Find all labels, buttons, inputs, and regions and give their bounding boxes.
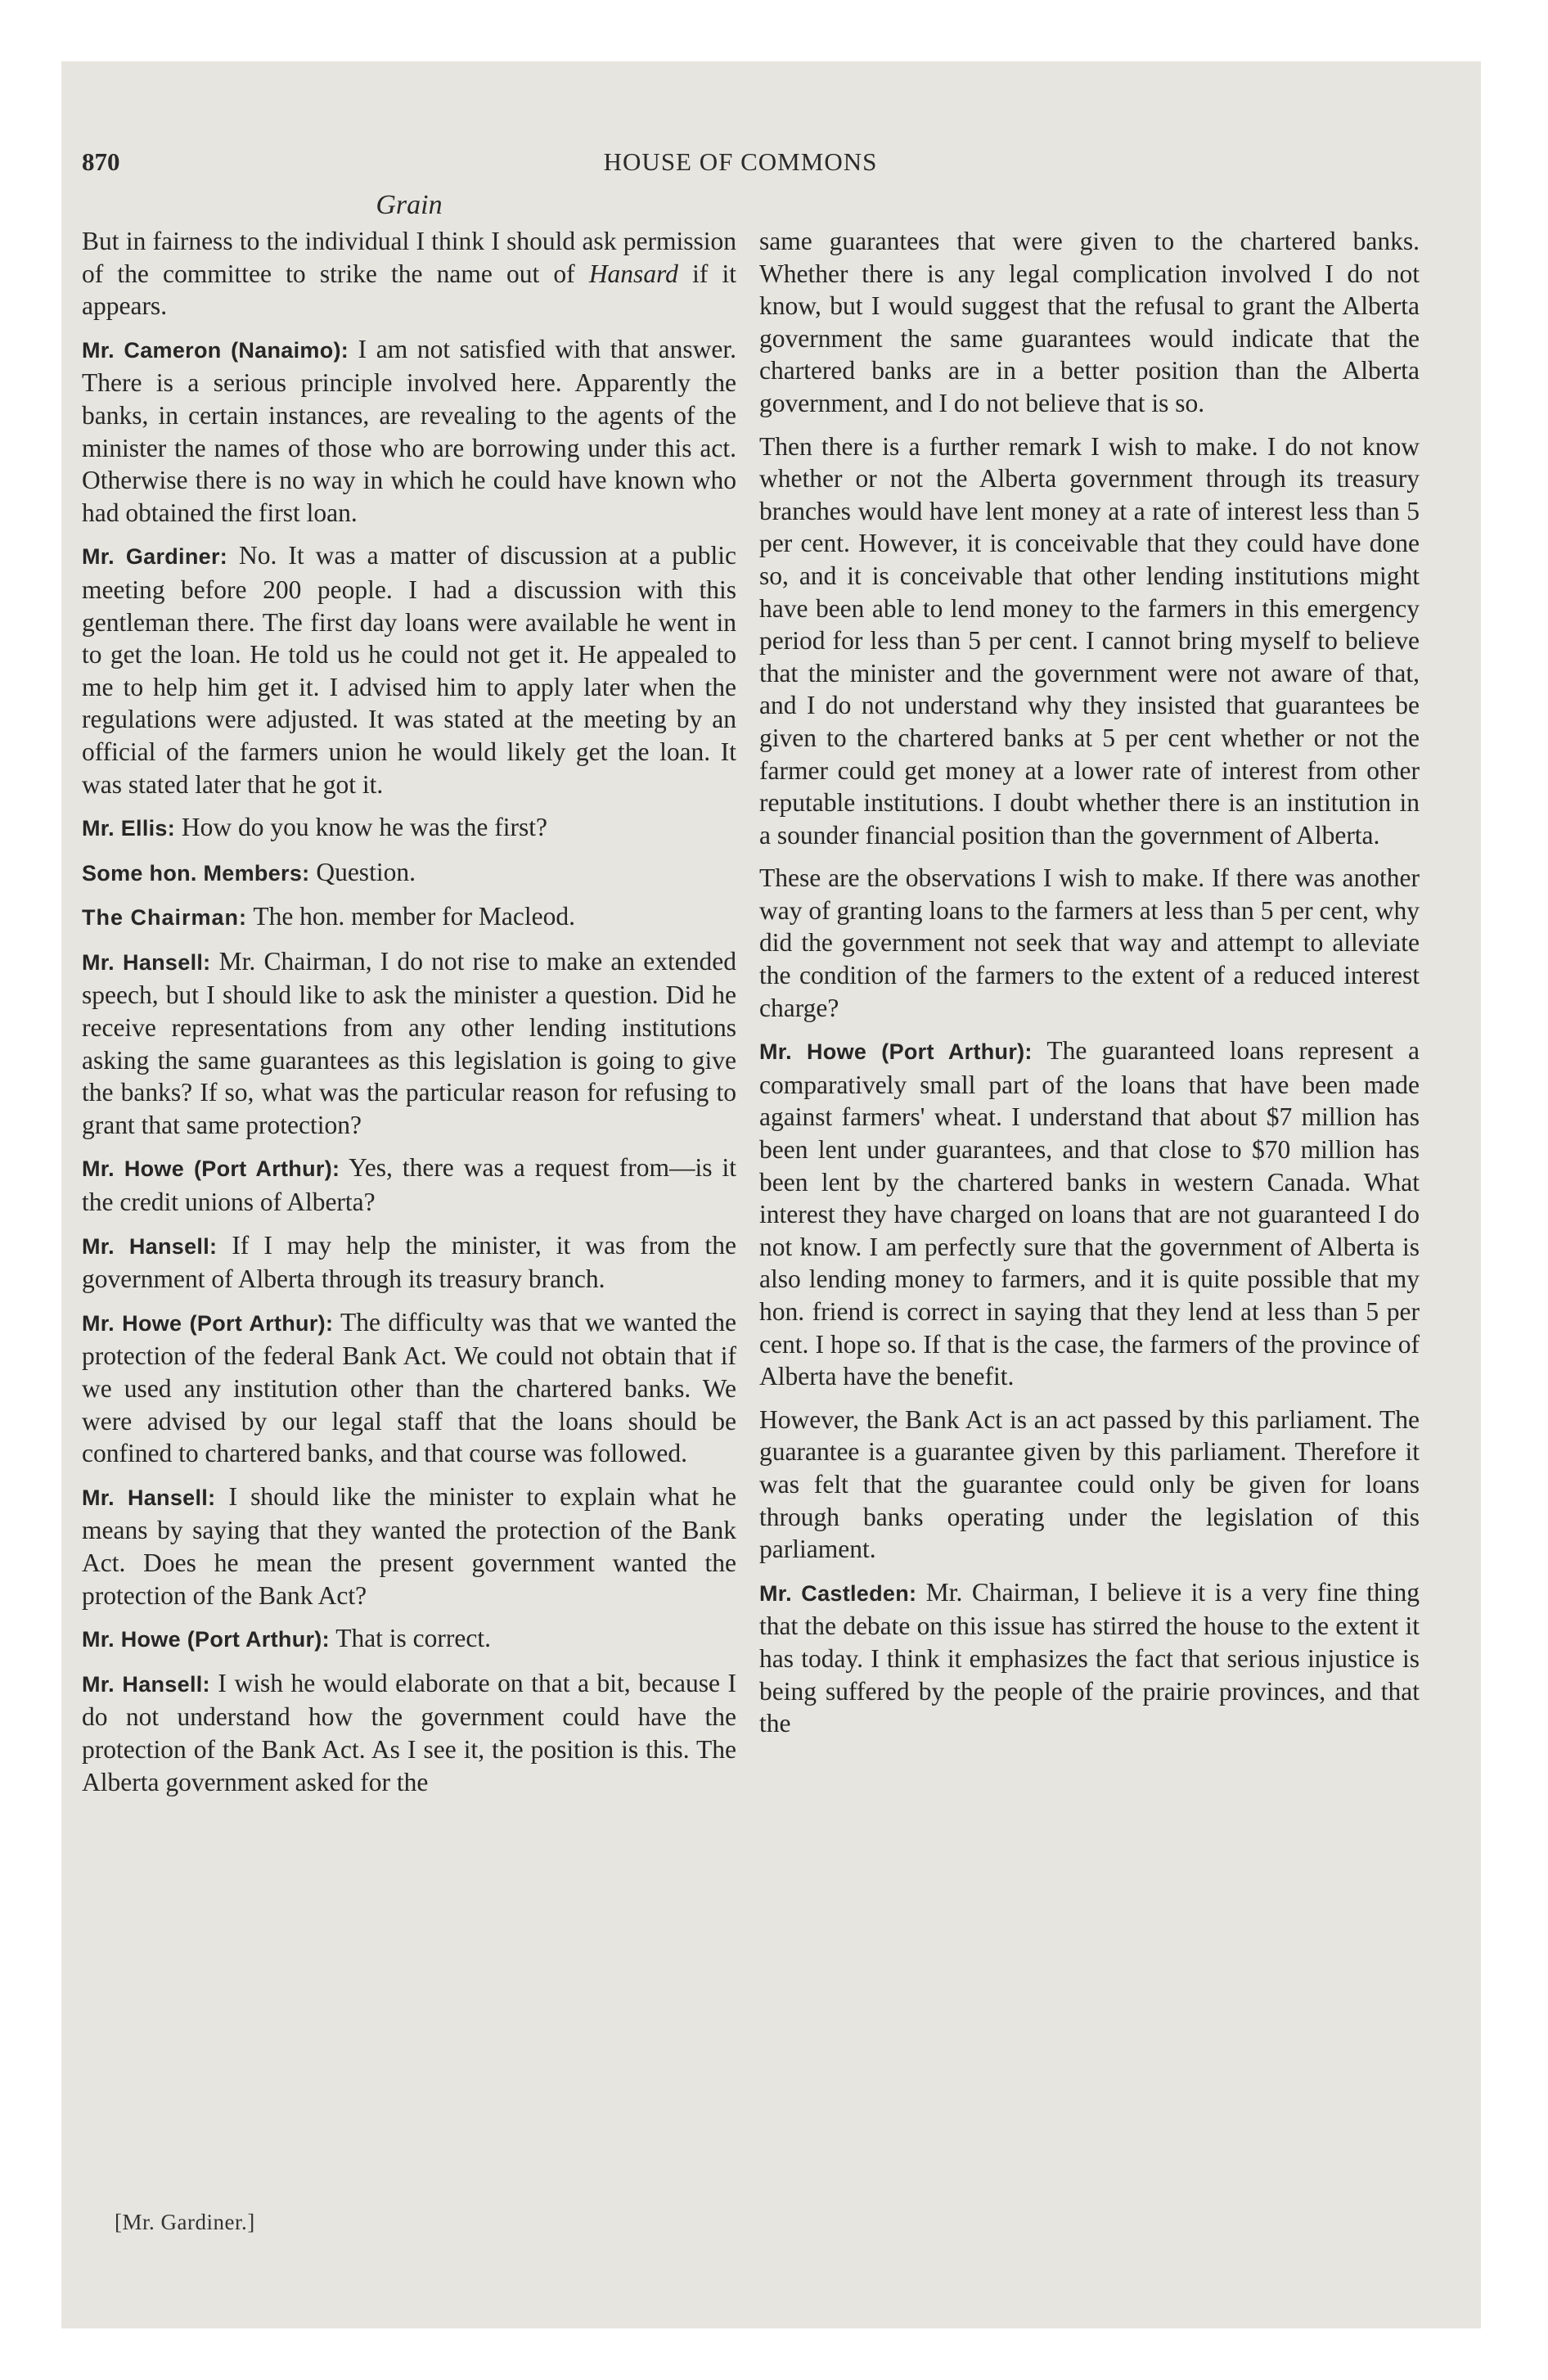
paragraph: [82, 945, 736, 1142]
paragraph: [82, 1481, 736, 1611]
paragraph-text: Mr. Chairman, I believe it is a very fine thing that the debate on this issue has stirred the house to the extent it has today. I think it emphasizes the fact that serious injustice is being suffered by the people of the prairie provinces, and that the: [759, 1577, 1420, 1738]
paragraph-text: The difficulty was that we wanted the protection of the federal Bank Act. We could not obtain that if we used any institution other than the chartered banks. We were advised by our legal staff that the loans should be confined to chartered banks, and that course was followed.: [82, 1307, 736, 1468]
hansard-italic: Hansard: [588, 259, 678, 288]
running-head: HOUSE OF COMMONS: [603, 147, 878, 176]
paragraph: [759, 862, 1420, 1024]
speaker-name: Mr. Hansell:: [82, 1233, 218, 1259]
speaker-name: Mr. Hansell:: [82, 1485, 216, 1510]
paragraph-text: If I may help the minister, it was from the government of Alberta through its treasury branch.: [82, 1230, 736, 1294]
paragraph-text: The guaranteed loans represent a comparatively small part of the loans that have been made against farmers' wheat. I understand that about $7 million has been lent under guarantees, and that close to $70 million has been lent by the chartered banks in western Canada. What interest they have charged on loans that are not guaranteed I do not know. I am perfectly sure that the government of Alberta is also lending money to farmers, and it is quite possible that my hon. friend is correct in saying that they lend at less than 5 per cent. I hope so. If that is the case, the farmers of the province of Alberta have the benefit.: [759, 1036, 1420, 1391]
paragraph: [82, 333, 736, 530]
speaker-name: Mr. Gardiner:: [82, 544, 228, 570]
paragraph-text: I am not satisfied with that answer. There is a serious principle involved here. Apparently the banks, in certain instances, are revealing to the agents of the minister the names of those who are borrowing under this act. Otherwise there is no way in which he could have known who had obtained the first loan.: [82, 334, 736, 527]
paragraph: [759, 1034, 1420, 1393]
paragraph: [759, 1576, 1420, 1740]
section-title: Grain: [376, 190, 443, 220]
speaker-name: The Chairman:: [82, 905, 248, 931]
paragraph-text: Mr. Chairman, I do not rise to make an extended speech, but I should like to ask the minister a question. Did he receive representations from any other lending institutions asking the same guarantees as this legislation is going to give the banks? If so, what was the particular reason for refusing to grant that same protection?: [82, 946, 736, 1139]
paragraph-text: same guarantees that were given to the chartered banks. Whether there is any legal complication involved I do not know, but I would suggest that the refusal to grant the Alberta government the same guarantees would indicate that the chartered banks are in a better position than the Alberta government, and I do not believe that is so.: [759, 227, 1420, 417]
paragraph: [759, 430, 1420, 852]
paragraph: [82, 1622, 736, 1657]
speaker-name: Some hon. Members:: [82, 860, 310, 886]
paragraph: [759, 1404, 1420, 1566]
speaker-name: Mr. Howe (Port Arthur):: [82, 1627, 330, 1652]
page-header: [82, 147, 1399, 188]
paragraph-text: But in fairness to the individual I think I should ask permission of the committee to strike the name out of: [82, 227, 736, 288]
paragraph-text: I wish he would elaborate on that a bit, because I do not understand how the government could have the protection of the Bank Act. As I see it, the position is this. The Alberta government asked for the: [82, 1668, 736, 1796]
right-column: [759, 225, 1420, 1751]
paragraph: [82, 225, 736, 322]
paragraph: [82, 900, 736, 935]
paragraph: [82, 1306, 736, 1470]
paragraph: [82, 1229, 736, 1296]
paragraph-text: How do you know he was the first?: [175, 813, 547, 842]
paragraph-text: However, the Bank Act is an act passed by this parliament. The guarantee is a guarantee given by this parliament. Therefore it was felt that the guarantee could only be given for loans through banks operating under the legislation of this parliament.: [759, 1404, 1420, 1564]
paragraph-text: These are the observations I wish to make. If there was another way of granting loans to the farmers at less than 5 per cent, why did the government not seek that way and attempt to alleviate the condition of the farmers to the extent of a reduced interest charge?: [759, 863, 1420, 1022]
speaker-name: Mr. Hansell:: [82, 1671, 210, 1697]
paragraph-text: Question.: [309, 857, 416, 886]
speaker-name: Mr. Howe (Port Arthur):: [759, 1039, 1033, 1065]
paragraph-text: The hon. member for Macleod.: [247, 902, 575, 931]
footer-speaker-note: [Mr. Gardiner.]: [115, 2210, 255, 2234]
paragraph-text: No. It was a matter of discussion at a public meeting before 200 people. I had a discussion with this gentleman there. The first day loans were available he went in to get the loan. He told us he could not get it. He appealed to me to help him get it. I advised him to apply later when the regulations were adjusted. It was stated at the meeting by an official of the farmers union he would likely get the loan. It was stated later that he got it.: [82, 541, 736, 799]
speaker-name: Mr. Ellis:: [82, 816, 176, 841]
speaker-name: Mr. Howe (Port Arthur):: [82, 1310, 334, 1336]
page-number: 870: [82, 147, 120, 176]
paragraph-text: That is correct.: [329, 1624, 491, 1653]
speaker-name: Mr. Hansell:: [82, 949, 211, 975]
paragraph: [759, 225, 1420, 420]
paragraph: [82, 539, 736, 800]
paragraph-text: Then there is a further remark I wish to make. I do not know whether or not the Alberta government through its treasury branches would have lent money at a rate of interest less than 5 per cent. However, it is conceivable that they could have done so, and it is conceivable that other lending institutions might have been able to lend money to the farmers in this emergency period for less than 5 per cent. I cannot bring myself to believe that the minister and the government were not aware of that, and I do not understand why they insisted that guarantees be given to the chartered banks at 5 per cent whether or not the farmer could get money at a lower rate of interest from other reputable institutions. I doubt whether there is an institution in a sounder financial position than the government of Alberta.: [759, 431, 1420, 850]
paragraph: [82, 856, 736, 890]
paragraph: [82, 811, 736, 845]
speaker-name: Mr. Cameron (Nanaimo):: [82, 337, 349, 363]
left-column: [82, 225, 736, 1809]
speaker-name: Mr. Howe (Port Arthur):: [82, 1156, 340, 1182]
paragraph-text: if it appears.: [82, 259, 736, 321]
paragraph: [82, 1152, 736, 1218]
paragraph-text: I should like the minister to explain what he means by saying that they wanted the protection of the Bank Act. Does he mean the present government wanted the protection of the Bank Act?: [82, 1481, 736, 1610]
paragraph: [82, 1667, 736, 1798]
speaker-name: Mr. Castleden:: [759, 1580, 917, 1606]
paragraph-text: Yes, there was a request from—is it the credit unions of Alberta?: [82, 1153, 736, 1217]
